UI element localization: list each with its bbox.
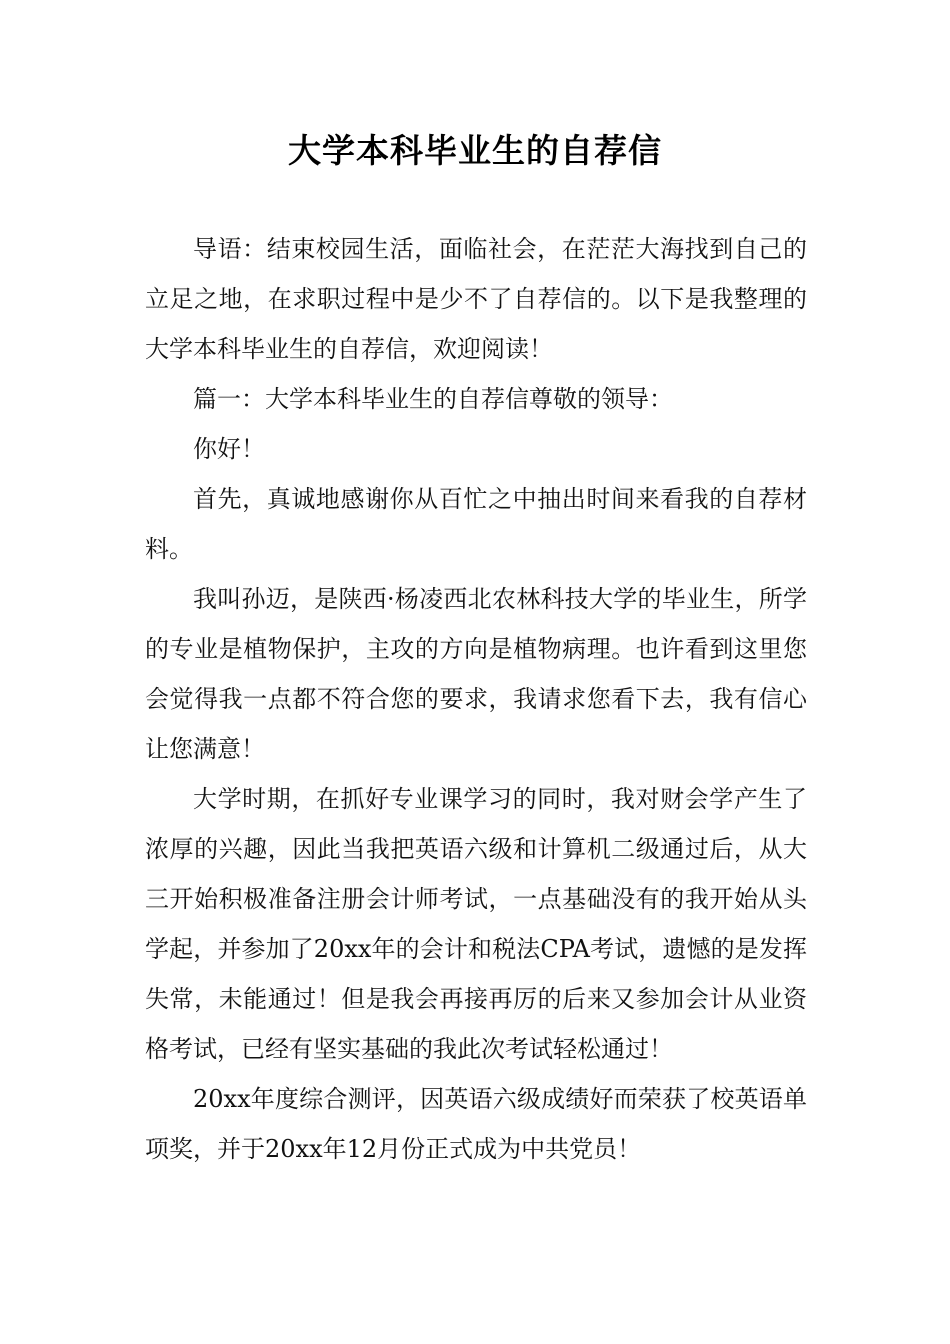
paragraph-self-intro: 我叫孙迈，是陕西·杨凌西北农林科技大学的毕业生，所学的专业是植物保护，主攻的方向是植物病理。也许看到这里您会觉得我一点都不符合您的要求，我请求您看下去，我有信心让您满意！	[145, 585, 807, 763]
paragraph-greeting: 你好！	[193, 435, 265, 463]
document-title: 大学本科毕业生的自荐信	[288, 131, 662, 170]
paragraph-heading: 篇一：大学本科毕业生的自荐信尊敬的领导：	[193, 385, 673, 413]
paragraph-university: 大学时期，在抓好专业课学习的同时，我对财会学产生了浓厚的兴趣，因此当我把英语六级和计算机二级通过后，从大三开始积极准备注册会计师考试，一点基础没有的我开始从头学起，并参加了20xx年的会计和税法CPA考试，遗憾的是发挥失常，未能通过！但是我会再接再厉的后来又参加会计从业资格考试，已经有坚实基础的我此次考试轻松通过！	[145, 785, 807, 1063]
paragraph-awards: 20xx年度综合测评，因英语六级成绩好而荣获了校英语单项奖，并于20xx年12月份正式成为中共党员！	[145, 1085, 807, 1163]
paragraph-thanks: 首先，真诚地感谢你从百忙之中抽出时间来看我的自荐材料。	[145, 485, 807, 563]
paragraph-intro: 导语：结束校园生活，面临社会，在茫茫大海找到自己的立足之地，在求职过程中是少不了自荐信的。以下是我整理的大学本科毕业生的自荐信，欢迎阅读！	[145, 235, 807, 363]
document-body	[145, 224, 807, 1174]
